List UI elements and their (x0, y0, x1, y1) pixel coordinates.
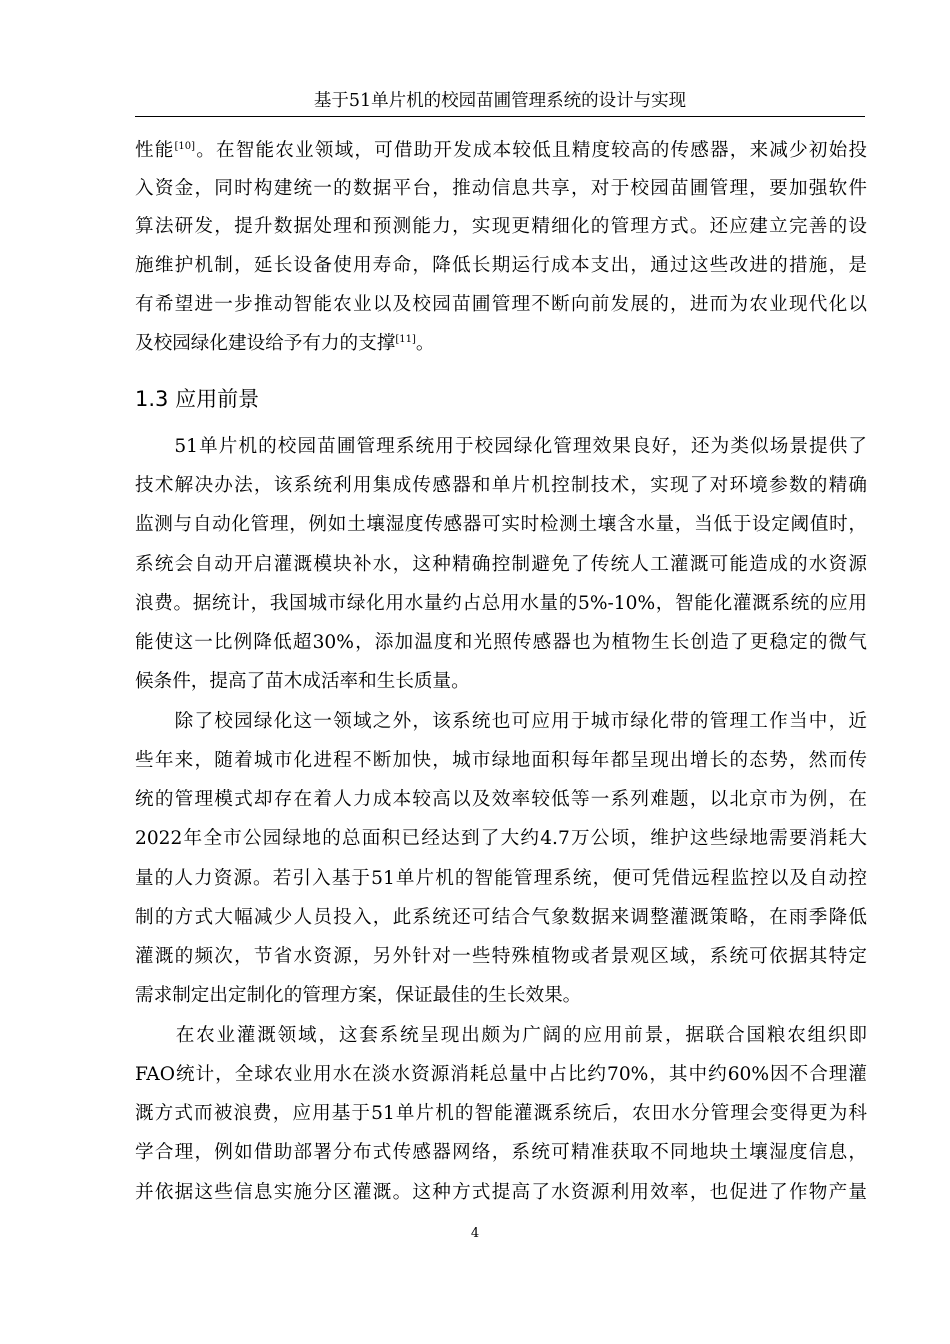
paragraph2-line: 系统会自动开启灌溉模块补水，这种精确控制避免了传统人工灌溉可能造成的水资源 (135, 554, 867, 575)
paragraph1-line5: 有希望进一步推动智能农业以及校园苗圃管理不断向前发展的，进而为农业现代化以 (135, 294, 867, 315)
section-heading: 1.3 应用前景 (135, 387, 260, 411)
citation-10: [10] (174, 141, 196, 152)
page-header (135, 88, 865, 117)
paragraph1-line2: 入资金，同时构建统一的数据平台，推动信息共享，对于校园苗圃管理，要加强软件 (135, 178, 867, 199)
paragraph2-line: 监测与自动化管理，例如土壤湿度传感器可实时检测土壤含水量，当低于设定阈值时， (135, 514, 867, 535)
paragraph3-line: 灌溉的频次，节省水资源，另外针对一些特殊植物或者景观区域，系统可依据其特定 (135, 946, 867, 967)
paragraph2-line: 51单片机的校园苗圃管理系统用于校园绿化管理效果良好，还为类似场景提供了 (135, 436, 867, 457)
paragraph4-line: FAO统计，全球农业用水在淡水资源消耗总量中占比约70%，其中约60%因不合理灌 (135, 1064, 867, 1085)
paragraph3-line: 需求制定出定制化的管理方案，保证最佳的生长效果。 (135, 985, 582, 1006)
paragraph3-line: 制的方式大幅减少人员投入，此系统还可结合气象数据来调整灌溉策略，在雨季降低 (135, 907, 867, 928)
paragraph1-line6: 及校园绿化建设给予有力的支撑[11]。 (135, 333, 435, 354)
paragraph4-line: 在农业灌溉领域，这套系统呈现出颇为广阔的应用前景，据联合国粮农组织即 (135, 1025, 867, 1046)
paragraph2-line: 浪费。据统计，我国城市绿化用水量约占总用水量的5%-10%，智能化灌溉系统的应用 (135, 593, 867, 614)
paragraph3-line: 2022年全市公园绿地的总面积已经达到了大约4.7万公顷，维护这些绿地需要消耗大 (135, 828, 867, 849)
paragraph1-line4: 施维护机制，延长设备使用寿命，降低长期运行成本支出，通过这些改进的措施，是 (135, 255, 867, 276)
paragraph3-line: 量的人力资源。若引入基于51单片机的智能管理系统，便可凭借远程监控以及自动控 (135, 868, 867, 889)
paragraph4-line: 并依据这些信息实施分区灌溉。这种方式提高了水资源利用效率，也促进了作物产量 (135, 1182, 867, 1203)
citation-11: [11] (395, 334, 416, 345)
paragraph3-line: 些年来，随着城市化进程不断加快，城市绿地面积每年都呈现出增长的态势，然而传 (135, 750, 867, 771)
paragraph2-line: 候条件，提高了苗木成活率和生长质量。 (135, 671, 470, 692)
header-title: 基于51单片机的校园苗圃管理系统的设计与实现 (313, 91, 687, 111)
paragraph2-line: 技术解决办法，该系统利用集成传感器和单片机控制技术，实现了对环境参数的精确 (135, 475, 867, 496)
paragraph3-line: 统的管理模式却存在着人力成本较高以及效率较低等一系列难题，以北京市为例，在 (135, 789, 867, 810)
paragraph1-line1: 性能[10]。在智能农业领域，可借助开发成本较低且精度较高的传感器，来减少初始投 (135, 140, 867, 161)
paragraph3-line: 除了校园绿化这一领域之外，该系统也可应用于城市绿化带的管理工作当中，近 (135, 711, 867, 732)
paragraph4-line: 溉方式而被浪费，应用基于51单片机的智能灌溉系统后，农田水分管理会变得更为科 (135, 1103, 867, 1124)
page-number: 4 (470, 1226, 480, 1241)
paragraph2-line: 能使这一比例降低超30%，添加温度和光照传感器也为植物生长创造了更稳定的微气 (135, 632, 867, 653)
paragraph4-line: 学合理，例如借助部署分布式传感器网络，系统可精准获取不同地块土壤湿度信息， (135, 1142, 867, 1163)
paragraph1-line3: 算法研发，提升数据处理和预测能力，实现更精细化的管理方式。还应建立完善的设 (135, 216, 867, 237)
